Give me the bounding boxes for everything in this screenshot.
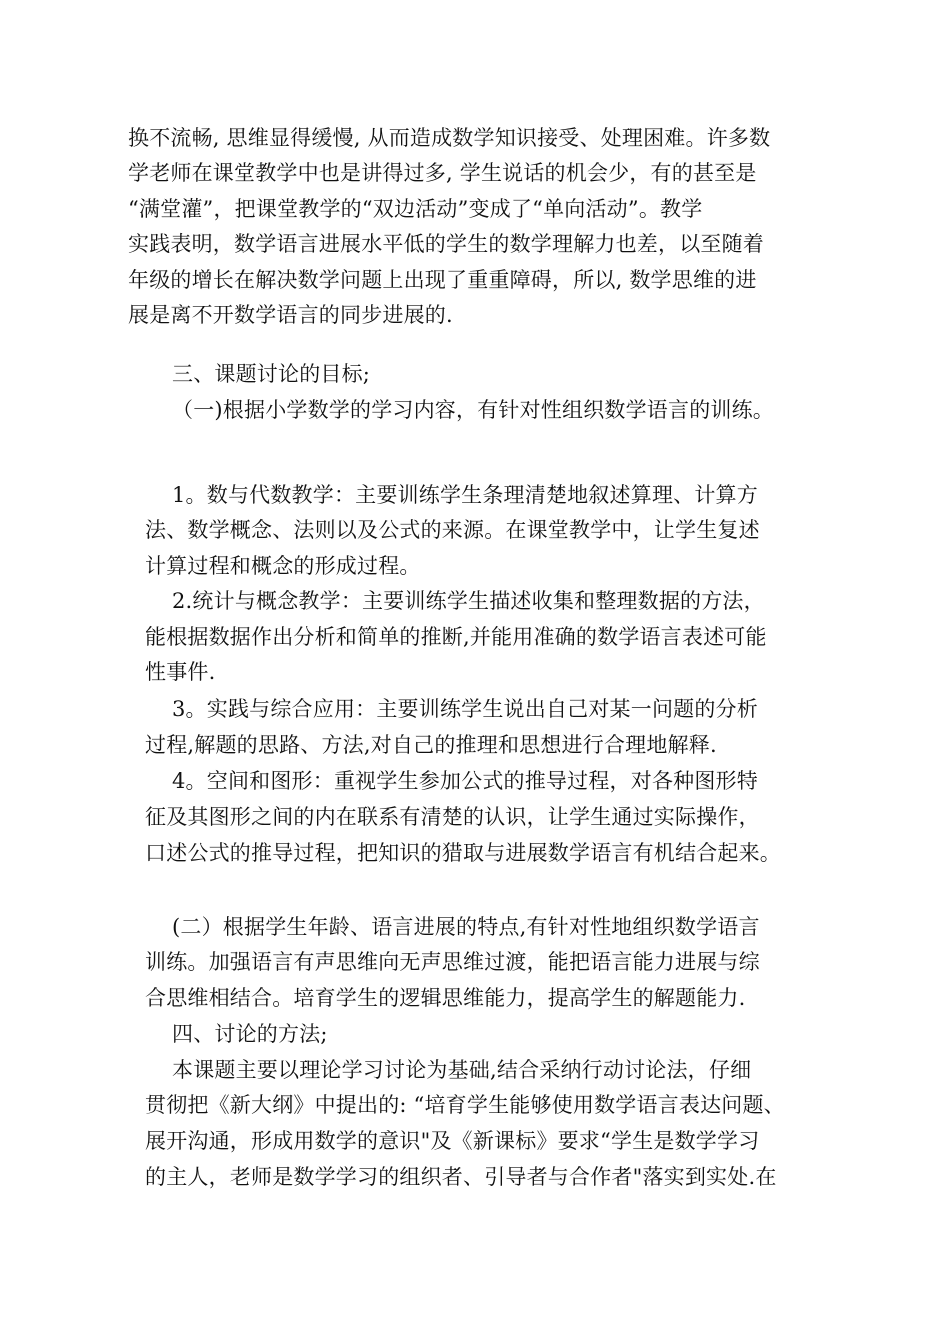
section-heading: 三、课题讨论的目标; xyxy=(172,362,371,386)
subsection-heading: （一)根据小学数学的学习内容，有针对性组织数学语言的训练。 xyxy=(172,398,774,422)
paragraph-line: 贯彻把《新大纲》中提出的: “培育学生能够使用数学语言表达问题、 xyxy=(145,1093,785,1117)
list-item: 3。实践与综合应用：主要训练学生说出自己对某一问题的分析 xyxy=(172,697,758,721)
paragraph-line: 展开沟通，形成用数学的意识"及《新课标》要求“学生是数学学习 xyxy=(145,1129,760,1153)
paragraph-line: 展是离不开数学语言的同步进展的. xyxy=(128,303,453,327)
paragraph-line: 过程,解题的思路、方法,对自己的推理和思想进行合理地解释. xyxy=(145,733,717,757)
paragraph-line: 合思维相结合。培育学生的逻辑思维能力，提高学生的解题能力. xyxy=(145,986,746,1010)
paragraph-line: 学老师在课堂教学中也是讲得过多, 学生说话的机会少，有的甚至是 xyxy=(128,161,757,185)
section-heading: 四、讨论的方法; xyxy=(172,1022,328,1046)
paragraph-line: 本课题主要以理论学习讨论为基础,结合采纳行动讨论法，仔细 xyxy=(172,1058,752,1082)
paragraph-line: 口述公式的推导过程，把知识的猎取与进展数学语言有机结合起来。 xyxy=(145,841,781,865)
paragraph-line: 性事件. xyxy=(145,660,216,684)
list-item: 1。数与代数教学：主要训练学生条理清楚地叙述算理、计算方 xyxy=(172,483,758,507)
paragraph-line: 法、数学概念、法则以及公式的来源。在课堂教学中，让学生复述 xyxy=(145,518,760,542)
paragraph-line: 年级的增长在解决数学问题上出现了重重障碍，所以, 数学思维的进 xyxy=(128,268,757,292)
list-item: 4。空间和图形：重视学生参加公式的推导过程，对各种图形特 xyxy=(172,769,758,793)
subsection-heading: (二）根据学生年龄、语言进展的特点,有针对性地组织数学语言 xyxy=(172,915,760,939)
paragraph-line: 征及其图形之间的内在联系有清楚的认识，让学生通过实际操作， xyxy=(145,805,760,829)
paragraph-line: 实践表明，数学语言进展水平低的学生的数学理解力也差，以至随着 xyxy=(128,232,764,256)
paragraph-line: “满堂灌”，把课堂教学的“双边活动”变成了“单向活动”。教学 xyxy=(128,197,703,221)
list-item: 2.统计与概念教学：主要训练学生描述收集和整理数据的方法， xyxy=(172,589,765,613)
paragraph-line: 换不流畅, 思维显得缓慢, 从而造成数学知识接受、处理困难。许多数 xyxy=(128,126,771,150)
paragraph-line: 训练。加强语言有声思维向无声思维过渡，能把语言能力进展与综 xyxy=(145,950,760,974)
paragraph-line: 计算过程和概念的形成过程。 xyxy=(145,554,421,578)
paragraph-line: 能根据数据作出分析和简单的推断,并能用准确的数学语言表述可能 xyxy=(145,625,767,649)
paragraph-line: 的主人，老师是数学学习的组织者、引导者与合作者"落实到实处.在 xyxy=(145,1165,777,1189)
